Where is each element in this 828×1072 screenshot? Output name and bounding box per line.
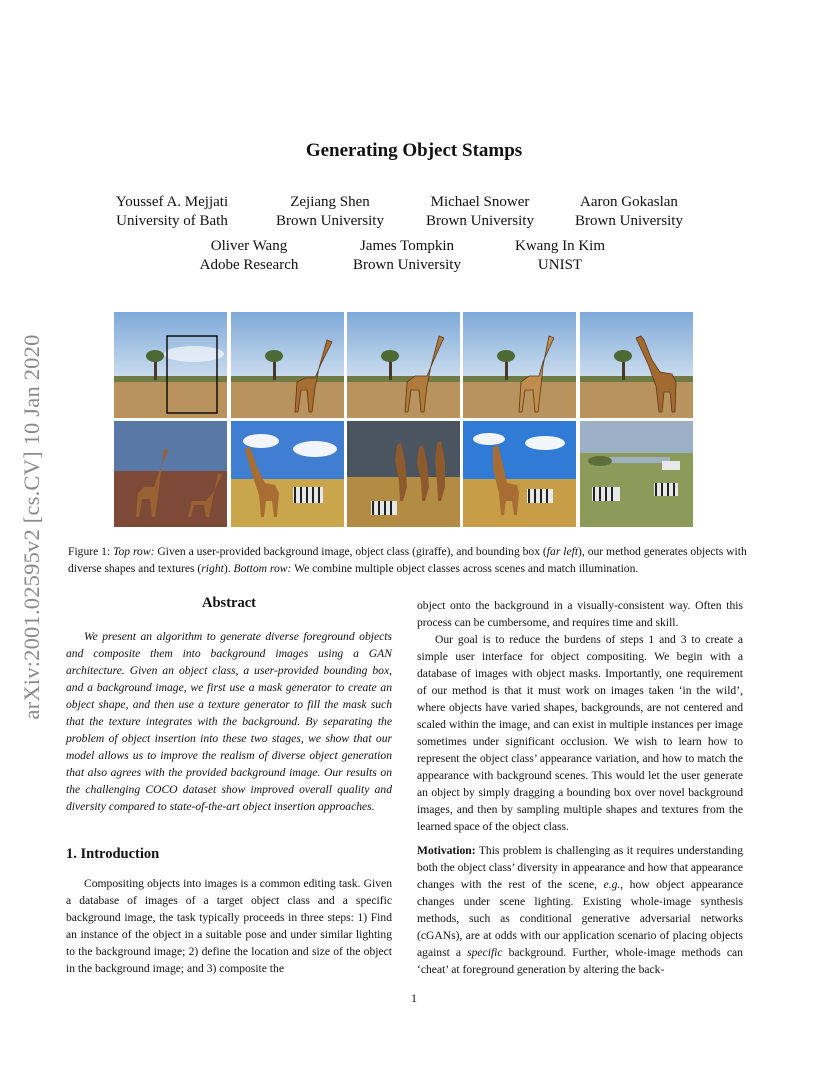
caption-top-row-label: Top row: <box>113 545 155 558</box>
author-name: Youssef A. Mejjati <box>115 194 229 210</box>
motivation-emphasis: e.g. <box>603 878 621 891</box>
author-name: Aaron Gokaslan <box>580 194 678 210</box>
caption-text: ). <box>223 562 234 575</box>
motivation-emphasis: specific <box>467 946 503 959</box>
caption-emphasis: far left <box>546 545 579 558</box>
introduction-heading: 1. Introduction <box>66 846 160 862</box>
background-with-bounding-box-image <box>114 312 227 418</box>
author-affiliation: Brown University <box>276 213 384 229</box>
abstract-heading-wrap <box>66 594 392 612</box>
author-block <box>500 237 620 275</box>
caption-text: We combine multiple object classes across scenes and match illumination. <box>291 562 639 575</box>
motivation-text: This problem is challenging as it requires understanding both the object class’ diversity in appearance and how that appearance changes with the rest of the scene, <box>417 844 743 891</box>
figure-label: Figure 1: <box>68 545 114 558</box>
author-block <box>262 193 398 231</box>
figure-caption <box>68 543 748 577</box>
continued-paragraph: object onto the background in a visually-consistent way. Often this process can be cumbersome, and requires time and skill. <box>417 599 743 629</box>
abstract-text: We present an algorithm to generate diverse foreground objects and composite them into background images using a GAN architecture. Given an object class, a user-provided bounding box, and a background image, we first use a mask generator to create an object shape, and then use a texture generator to fill the mask such that the texture integrates with the background. By separating the problem of object insertion into these two stages, we show that our model allows us to improve the realism of diverse object generation that also agrees with the provided background image. Our results on the challenging COCO dataset show improved overall quality and diversity compared to state-of-the-art object insertion approaches. <box>66 630 392 813</box>
author-affiliation: Brown University <box>575 213 683 229</box>
caption-emphasis: right <box>201 562 224 575</box>
author-affiliation: Adobe Research <box>199 257 299 273</box>
caption-text: Given a user-provided background image, object class (giraffe), and bounding box ( <box>154 545 547 558</box>
author-block <box>342 237 472 275</box>
generated-giraffe-image <box>231 312 344 418</box>
paper-title: Generating Object Stamps <box>305 140 523 161</box>
author-block <box>412 193 548 231</box>
generated-giraffe-image <box>463 312 576 418</box>
motivation-text: background. Further, whole-image methods can ‘cheat’ at foreground generation by altering the back- <box>417 946 743 976</box>
multi-object-scene-image <box>463 421 576 527</box>
motivation-label: Motivation: <box>417 844 476 857</box>
introduction-paragraph: Compositing objects into images is a common editing task. Given a database of images of a target object class and a specific background image, the task typically proceeds in three steps: 1) Find an instance of the object in a suitable pose and under similar lighting to the background image; 2) define the location and size of the object in the background image; and 3) composite the <box>66 877 392 975</box>
author-block <box>102 193 242 231</box>
author-name: Michael Snower <box>430 194 530 210</box>
author-block <box>561 193 697 231</box>
motivation-text: , how object appearance changes under scene lighting. Existing whole-image synthesis methods, such as conditional generative adversarial networks (cGANs), are at odds with our application scenario of placing objects against a <box>417 878 743 959</box>
multi-object-scene-image <box>580 421 693 527</box>
arxiv-sidebar <box>12 292 52 762</box>
multi-object-scene-image <box>114 421 227 527</box>
author-block <box>186 237 312 275</box>
page-number: 1 <box>411 991 417 1005</box>
motivation-paragraph <box>417 842 743 978</box>
author-name: Zejiang Shen <box>290 194 370 210</box>
author-affiliation: Brown University <box>353 257 461 273</box>
caption-bottom-row-label: Bottom row: <box>233 562 292 575</box>
generated-giraffe-image <box>347 312 460 418</box>
caption-text: ), our method generates objects with diverse shapes and textures ( <box>68 545 747 575</box>
goal-paragraph: Our goal is to reduce the burdens of steps 1 and 3 to create a simple user interface for object compositing. We begin with a database of images with object masks. Importantly, one requirement of our method is that it must work on images taken ‘in the wild’, where objects have varied shapes, backgrounds, are not centered and scaled within the image, and can exist in multiple instances per image sometimes under significant occlusion. We wish to learn how to represent the object class’ appearance variation, and how to match the appearance with background scenes. This would let the user generate an object by simply dragging a bounding box over novel background images, and then by sampling multiple shapes and textures from the learned space of the object class. <box>417 633 743 833</box>
generated-giraffe-image <box>580 312 693 418</box>
author-name: James Tompkin <box>359 238 455 254</box>
author-affiliation: UNIST <box>537 257 583 273</box>
multi-object-scene-image <box>347 421 460 527</box>
abstract-heading: Abstract <box>202 595 256 611</box>
author-name: Oliver Wang <box>210 238 288 254</box>
multi-object-scene-image <box>231 421 344 527</box>
figure-bottom-row <box>114 421 694 527</box>
author-affiliation: University of Bath <box>116 213 228 229</box>
author-name: Kwang In Kim <box>515 238 605 254</box>
author-affiliation: Brown University <box>426 213 534 229</box>
figure-top-row <box>114 312 694 418</box>
arxiv-identifier: arXiv:2001.02595v2 [cs.CV] 10 Jan 2020 <box>19 334 44 720</box>
